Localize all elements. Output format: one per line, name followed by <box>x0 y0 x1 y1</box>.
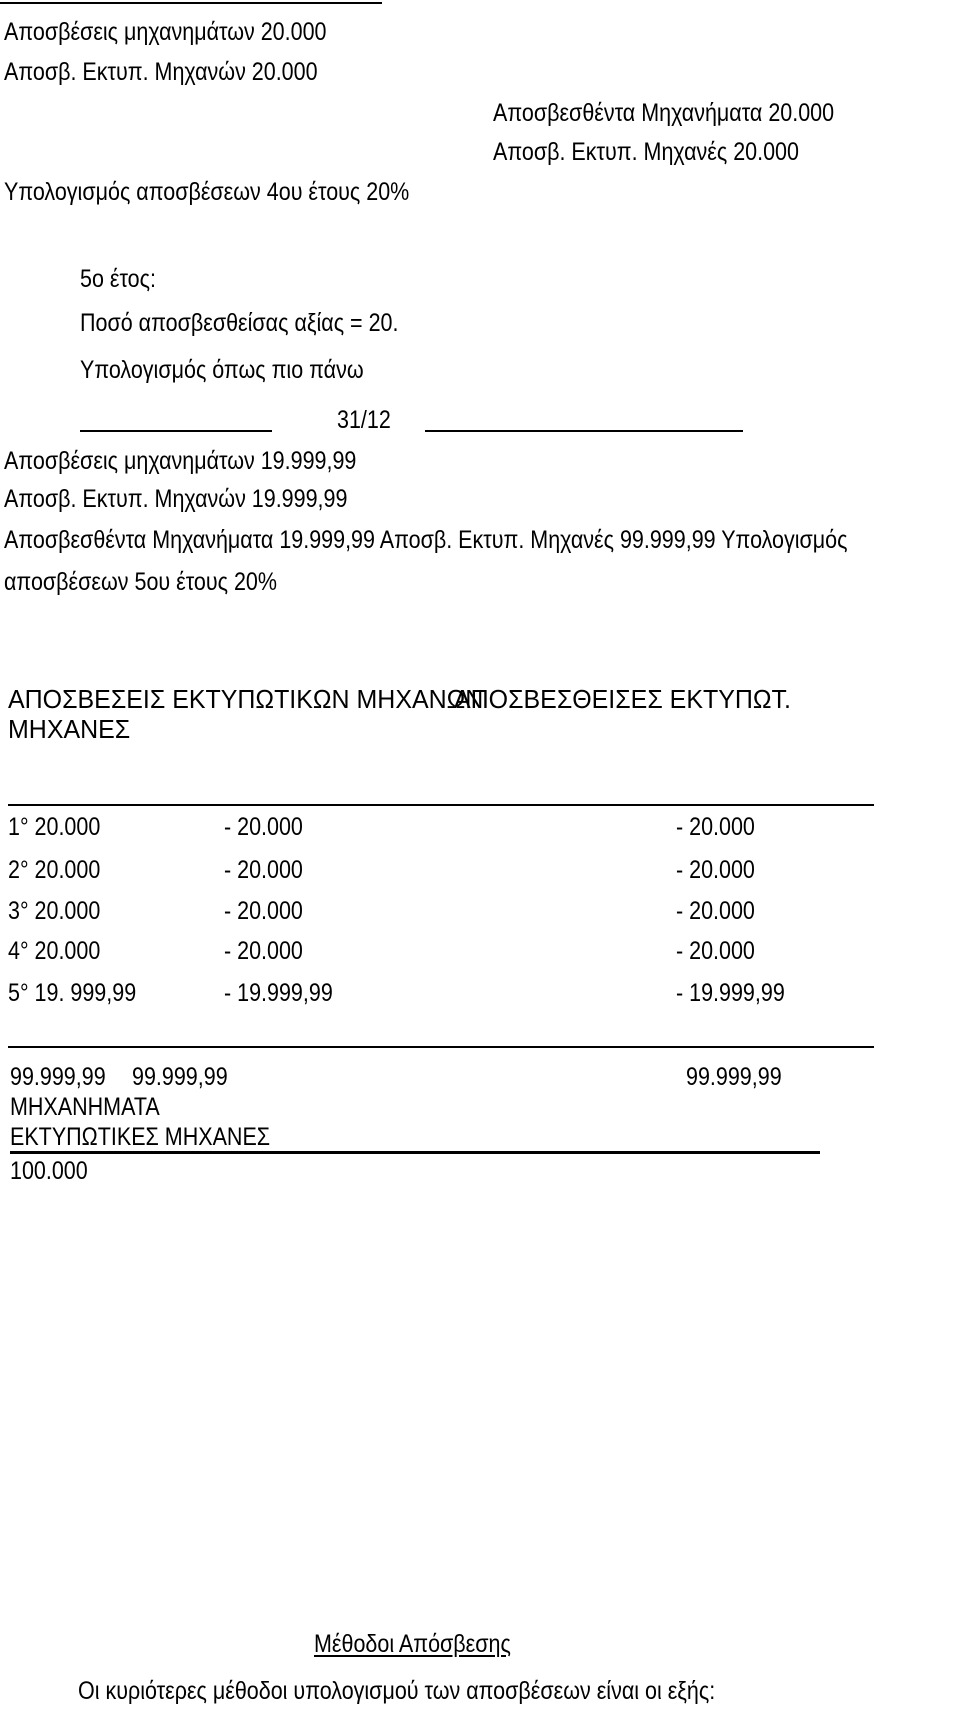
journal-date: 31/12 <box>337 406 391 434</box>
year5-dep-machines: Αποσβέσεις μηχανημάτων 19.999,99 <box>4 447 357 475</box>
machines-label: ΜΗΧΑΝΗΜΑΤΑ <box>10 1093 160 1121</box>
calc-year4-line: Υπολογισμός αποσβέσεων 4ου έτους 20% <box>4 178 410 206</box>
row3-label: 3° 20.000 <box>8 897 101 925</box>
journal-rule-left <box>80 430 272 432</box>
table-header-right: ΑΠΟΣΒΕΣΘΕΙΣΕΣ ΕΚΤΥΠΩΤ. <box>454 684 792 714</box>
row4-right: - 20.000 <box>676 937 755 965</box>
table-total-rule <box>8 1046 874 1048</box>
printers-rule <box>10 1151 820 1154</box>
depreciated-printers-line: Αποσβ. Εκτυπ. Μηχανές 20.000 <box>493 138 799 166</box>
dep-machines-line: Αποσβέσεις μηχανημάτων 20.000 <box>4 18 327 46</box>
total-mid: 99.999,99 <box>132 1063 228 1091</box>
year5-heading: 5ο έτος: <box>80 265 156 293</box>
row1-right: - 20.000 <box>676 813 755 841</box>
methods-title: Μέθοδοι Απόσβεσης <box>314 1630 511 1658</box>
dep-printers-line: Αποσβ. Εκτυπ. Μηχανών 20.000 <box>4 58 318 86</box>
table-header-left: ΑΠΟΣΒΕΣΕΙΣ ΕΚΤΥΠΩΤΙΚΩΝ ΜΗΧΑΝΩΝ <box>8 684 484 714</box>
row3-right: - 20.000 <box>676 897 755 925</box>
row5-right: - 19.999,99 <box>676 979 785 1007</box>
year5-entry-line2: αποσβέσεων 5ου έτους 20% <box>4 568 278 596</box>
row4-mid: - 20.000 <box>224 937 303 965</box>
row2-mid: - 20.000 <box>224 856 303 884</box>
table-header-line2: ΜΗΧΑΝΕΣ <box>8 714 131 744</box>
total-right: 99.999,99 <box>686 1063 782 1091</box>
methods-intro: Οι κυριότερες μέθοδοι υπολογισμού των αποσβέσεων είναι οι εξής: <box>78 1677 716 1705</box>
year5-calc: Υπολογισμός όπως πιο πάνω <box>80 356 364 384</box>
row1-label: 1° 20.000 <box>8 813 101 841</box>
row4-label: 4° 20.000 <box>8 937 101 965</box>
year5-dep-printers: Αποσβ. Εκτυπ. Μηχανών 19.999,99 <box>4 485 348 513</box>
row3-mid: - 20.000 <box>224 897 303 925</box>
row2-label: 2° 20.000 <box>8 856 101 884</box>
year5-entry-line: Αποσβεσθέντα Μηχανήματα 19.999,99 Αποσβ. Εκτυπ. Μηχανές 99.999,99 Υπολογισμός <box>4 526 848 554</box>
row1-mid: - 20.000 <box>224 813 303 841</box>
row2-right: - 20.000 <box>676 856 755 884</box>
year5-amount: Ποσό αποσβεσθείσας αξίας = 20. <box>80 309 399 337</box>
journal-rule-right <box>425 430 743 432</box>
table-top-rule <box>8 804 874 806</box>
printers-label: ΕΚΤΥΠΩΤΙΚΕΣ ΜΗΧΑΝΕΣ <box>10 1123 271 1151</box>
depreciated-machines-line: Αποσβεσθέντα Μηχανήματα 20.000 <box>493 99 835 127</box>
top-rule <box>0 2 382 4</box>
row5-mid: - 19.999,99 <box>224 979 333 1007</box>
value-amount: 100.000 <box>10 1157 88 1185</box>
row5-label: 5° 19. 999,99 <box>8 979 137 1007</box>
total-left: 99.999,99 <box>10 1063 106 1091</box>
